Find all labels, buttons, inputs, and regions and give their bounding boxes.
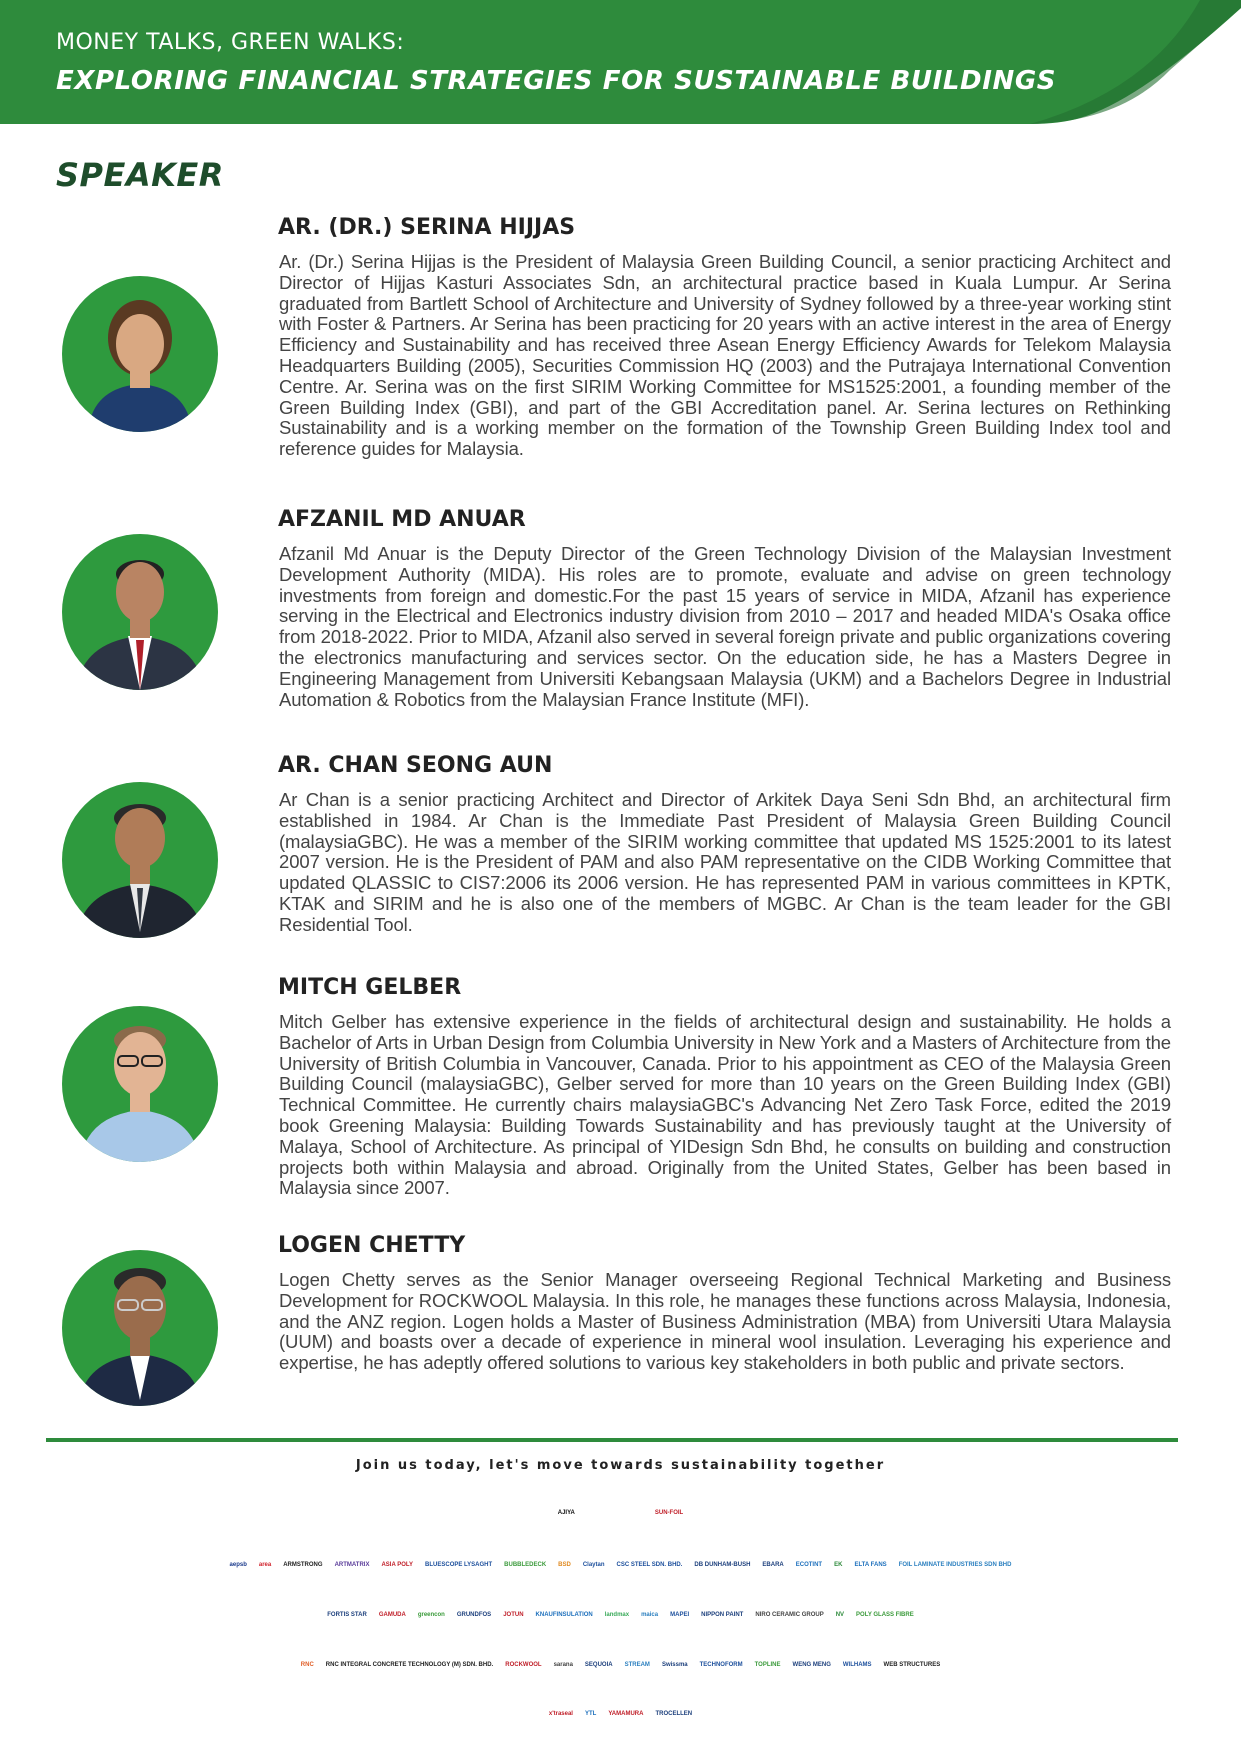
- sponsor-row: [0, 1594, 1241, 1636]
- sponsor-logo: ARMSTRONG: [283, 1562, 323, 1568]
- sponsor-logo: SUN-FOIL: [654, 1510, 684, 1516]
- sponsor-logo: BUBBLEDECK: [504, 1562, 547, 1568]
- section-heading: SPEAKER: [56, 156, 224, 194]
- sponsor-logo: ASIA POLY: [381, 1562, 414, 1568]
- sponsor-logo: ARTMATRIX: [334, 1562, 370, 1568]
- sponsor-logo: KNAUFINSULATION: [535, 1612, 593, 1618]
- header-banner: [0, 0, 1241, 132]
- sponsor-logo: MAPEI: [670, 1612, 690, 1618]
- sponsor-row: [0, 1694, 1241, 1734]
- sponsor-logo: GRUNDFOS: [456, 1612, 492, 1618]
- speaker-photo: [62, 534, 218, 690]
- sponsor-logo: Swissma: [661, 1662, 688, 1668]
- speaker-card: [0, 504, 1241, 724]
- sponsor-logo: RNC: [300, 1662, 314, 1668]
- sponsor-logo: ROCKWOOL: [505, 1662, 542, 1668]
- speaker-bio: Ar Chan is a senior practicing Architect and Director of Arkitek Daya Seni Sdn Bhd, an architectural firm established in 1984. Ar Chan is the Immediate Past President of Malaysia Green Building Council (malaysiaGBC). He was a member of the SIRIM working committee that updated MS 1525:2001 to its latest 2007 version. He is the President of PAM and also PAM representative on the CIDB Working Committee that updated QLASSIC to CIS7:2006 its 2006 version. He has represented PAM in various committees in KPTK, KTAK and SIRIM and he is also one of the members of MGBC. Ar Chan is the team leader for the GBI Residential Tool.: [279, 789, 1171, 935]
- sponsor-logo: aepsb: [229, 1562, 247, 1568]
- sponsor-logo: GAMUDA: [378, 1612, 406, 1618]
- sponsor-logo: sarana: [553, 1662, 573, 1668]
- speaker-name: LOGEN CHETTY: [278, 1233, 466, 1258]
- speaker-photo: [62, 782, 218, 938]
- event-title: EXPLORING FINANCIAL STRATEGIES FOR SUSTAINABLE BUILDINGS: [56, 66, 1057, 96]
- speaker-bio: Ar. (Dr.) Serina Hijjas is the President of Malaysia Green Building Council, a senior practicing Architect and Director of Hijjas Kasturi Associates Sdn, an architectural practice based in Kuala Lumpur. Ar Serina graduated from Bartlett School of Architecture and University of Sydney followed by a three-year working stint with Foster & Partners. Ar Serina has been practicing for 20 years with an active interest in the area of Energy Efficiency and Sustainability and has received three Asean Energy Efficiency Awards for Telekom Malaysia Headquarters Building (2005), Securities Commission HQ (2003) and the Putrajaya International Convention Centre. Ar. Serina was on the first SIRIM Working Committee for MS1525:2001, a founding member of the Green Building Index (GBI), and part of the GBI Accreditation panel. Ar. Serina lectures on Rethinking Sustainability and is a working member on the formation of the Township Green Building Index tool and reference guides for Malaysia.: [279, 251, 1171, 460]
- footer-divider: [46, 1438, 1178, 1442]
- sponsor-row: [0, 1486, 1241, 1540]
- speaker-bio: Mitch Gelber has extensive experience in the fields of architectural design and sustainability. He holds a Bachelor of Arts in Urban Design from Columbia University in New York and a Masters of Architecture from the University of British Columbia in Vancouver, Canada. Prior to his appointment as CEO of the Malaysia Green Building Council (malaysiaGBC), Gelber served for more than 10 years on the Green Building Index (GBI) Technical Committee. He currently chairs malaysiaGBC's Advancing Net Zero Task Force, edited the 2019 book Greening Malaysia: Building Towards Sustainability and has previously taught at the University of Malaya, School of Architecture. As principal of YIDesign Sdn Bhd, he consults on building and construction projects both within Malaysia and abroad. Originally from the United States, Gelber has been based in Malaysia since 2007.: [279, 1011, 1171, 1199]
- speaker-card: [0, 750, 1241, 950]
- sponsor-logo: maica: [641, 1612, 659, 1618]
- speaker-bio: Logen Chetty serves as the Senior Manager overseeing Regional Technical Marketing and Business Development for ROCKWOOL Malaysia. In this role, he manages these functions across Malaysia, Indonesia, and the ANZ region. Logen holds a Master of Business Administration (MBA) from Universiti Utara Malaysia (UUM) and boasts over a decade of experience in mineral wool insulation. Leveraging his experience and expertise, he has adeptly offered solutions to various key stakeholders in both public and private sectors.: [279, 1269, 1171, 1374]
- sponsor-logo: WILHAMS: [842, 1662, 872, 1668]
- sponsor-logo: POLY GLASS FIBRE: [856, 1612, 914, 1618]
- sponsor-logo: AJIYA: [557, 1510, 575, 1516]
- speaker-name: AFZANIL MD ANUAR: [278, 507, 526, 532]
- sponsor-logo: BSD: [558, 1562, 571, 1568]
- footer-tagline: Join us today, let's move towards sustainability together: [355, 1458, 886, 1473]
- sponsor-logo: EK: [834, 1562, 843, 1568]
- sponsor-logo: JOTUN: [503, 1612, 524, 1618]
- sponsor-logo: ECOTINT: [795, 1562, 823, 1568]
- speaker-card: [0, 1230, 1241, 1400]
- sponsor-logo: CSC STEEL SDN. BHD.: [616, 1562, 683, 1568]
- sponsor-logo: x'traseal: [548, 1711, 573, 1717]
- sponsor-logo: STREAM: [624, 1662, 650, 1668]
- sponsor-logo: ELTA FANS: [854, 1562, 887, 1568]
- sponsor-logo: DB DUNHAM-BUSH: [694, 1562, 751, 1568]
- sponsor-logo: TROCELLEN: [655, 1711, 693, 1717]
- sponsor-logo: landmax: [604, 1612, 630, 1618]
- sponsor-logo: FORTIS STAR: [327, 1612, 367, 1618]
- event-subtitle: MONEY TALKS, GREEN WALKS:: [56, 30, 405, 55]
- sponsor-logo: RNC INTEGRAL CONCRETE TECHNOLOGY (M) SDN. BHD.: [325, 1662, 494, 1668]
- speaker-card: [0, 972, 1241, 1212]
- sponsor-logo: BLUESCOPE LYSAGHT: [425, 1562, 493, 1568]
- sponsor-row: [0, 1544, 1241, 1586]
- sponsor-logo: EBARA: [762, 1562, 784, 1568]
- sponsor-logo: NIPPON PAINT: [701, 1612, 744, 1618]
- sponsor-logo: YTL: [584, 1711, 597, 1717]
- sponsor-logo: greencon: [417, 1612, 445, 1618]
- speaker-photo: [62, 1006, 218, 1162]
- speaker-card: [0, 212, 1241, 472]
- sponsor-logo: YAMAMURA: [608, 1711, 644, 1717]
- speaker-photo: [62, 1250, 218, 1406]
- speaker-bio: Afzanil Md Anuar is the Deputy Director of the Green Technology Division of the Malaysian Investment Development Authority (MIDA). His roles are to promote, evaluate and advise on green technology investments from foreign and domestic.For the past 15 years of service in MIDA, Afzanil has experience serving in the Electrical and Electronics industry division from 2010 – 2017 and headed MIDA's Osaka office from 2018-2022. Prior to MIDA, Afzanil also served in several foreign private and public organizations covering the electronics manufacturing and services sector. On the education side, he has a Masters Degree in Engineering Management from Universiti Kebangsaan Malaysia (UKM) and a Bachelors Degree in Industrial Automation & Robotics from the Malaysian France Institute (MFI).: [279, 543, 1171, 710]
- sponsor-logo: NV: [835, 1612, 845, 1618]
- sponsor-logo: SEQUOIA: [584, 1662, 613, 1668]
- speaker-name: AR. CHAN SEONG AUN: [278, 753, 553, 778]
- speaker-photo: [62, 276, 218, 432]
- sponsor-logo: TOPLINE: [754, 1662, 781, 1668]
- speaker-name: AR. (DR.) SERINA HIJJAS: [278, 215, 576, 240]
- sponsor-row: [0, 1644, 1241, 1686]
- sponsor-logo: WEB STRUCTURES: [883, 1662, 941, 1668]
- sponsor-logo: Claytan: [582, 1562, 605, 1568]
- sponsor-logo: NIRO CERAMIC GROUP: [755, 1612, 824, 1618]
- speaker-name: MITCH GELBER: [278, 975, 462, 1000]
- sponsor-logo: TECHNOFORM: [699, 1662, 743, 1668]
- sponsor-logo: FOIL LAMINATE INDUSTRIES SDN BHD: [898, 1562, 1012, 1568]
- sponsor-logo: area: [258, 1562, 272, 1568]
- sponsor-logo: WENG MENG: [792, 1662, 831, 1668]
